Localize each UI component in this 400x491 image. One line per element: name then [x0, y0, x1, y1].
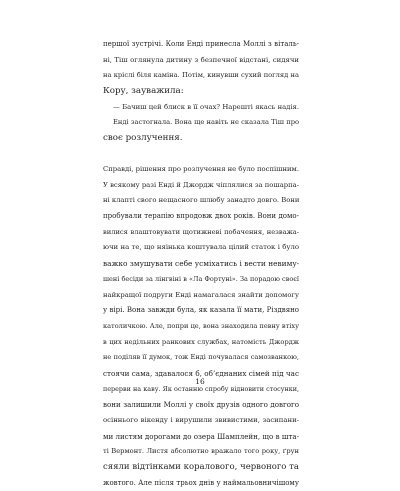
text-line: стоячи сама, здавалося б, об’єднаних сімей під час — [103, 368, 299, 378]
text-line: католичкою. Але, попри це, вона знаходила певну втіху — [103, 321, 299, 330]
text-line: ми листям дорогами до озера Шамплейн, що в шта- — [103, 431, 299, 441]
text-line: у вірі. Вона завжди була, як казала її мати, Різдвяно — [103, 306, 299, 315]
text-line: в цих недільних ранкових службах, натомість Джордж — [103, 337, 299, 346]
text-line: — Бачиш цей блиск в її очах? Нарешті якась надія. — [113, 102, 299, 111]
text-line: вилися влаштовувати щотижневі побачення, незважа- — [103, 227, 299, 236]
text-line: на кріслі біля каміна. Потім, кинувши сухий погляд на — [103, 71, 299, 80]
text-line: пробували терапію впродовж двох років. Вони домо- — [103, 212, 299, 221]
text-block-top — [103, 37, 299, 147]
text-line: першої зустрічі. Коли Енді принесла Моллі з віталь- — [103, 40, 299, 48]
text-line: важко змушувати себе усміхатись і вести невиму- — [103, 259, 300, 269]
text-line: своє розлучення. — [103, 133, 183, 144]
text-line: найкращої подруги Енді намагалася знайти допомогу — [103, 290, 299, 299]
text-line: не поділяв її думок, тож Енді почувалася самозванкою, — [103, 353, 299, 362]
page-number: 16 — [195, 377, 205, 386]
text-line: Енді застогнала. Вона ще навіть не сказала Тіш про — [113, 118, 299, 127]
text-block-bottom — [103, 162, 299, 491]
text-line: ючи на те, що няінька коштувала цілий статок і було — [103, 243, 299, 252]
text-line: сяяли відтінками коралового, червоного та — [103, 462, 299, 473]
text-line: ні клапті свого нещасного шлюбу занадто довго. Вони — [103, 196, 300, 205]
text-line: У всякому разі Енді й Джордж чіплялися за пошарпа- — [103, 180, 299, 189]
text-line: Кору, зауважила: — [103, 86, 184, 97]
text-line: ні, Тіш оглянула дитину з безпечної відстані, сидячи — [103, 55, 299, 64]
text-line: вони залишили Моллі у своїх друзів одного довгого — [103, 400, 299, 410]
text-line: ті Вермонт. Листя абсолютно вражало того року, ґрун — [103, 447, 299, 456]
text-line: жовтого. Але після трьох днів у наймальовничішому — [103, 478, 299, 487]
text-line: Справді, рішення про розлучення не було поспішним. — [103, 165, 299, 173]
text-line: перерви на каву. Як останню спробу відновити стосунки, — [103, 384, 299, 393]
text-line: шені бесіди за лінгвіні в «Ла Фортуні». За порадою своєї — [103, 274, 299, 283]
text-line: осіннього вікенду і вирушили звивистими, засипани- — [103, 416, 299, 424]
